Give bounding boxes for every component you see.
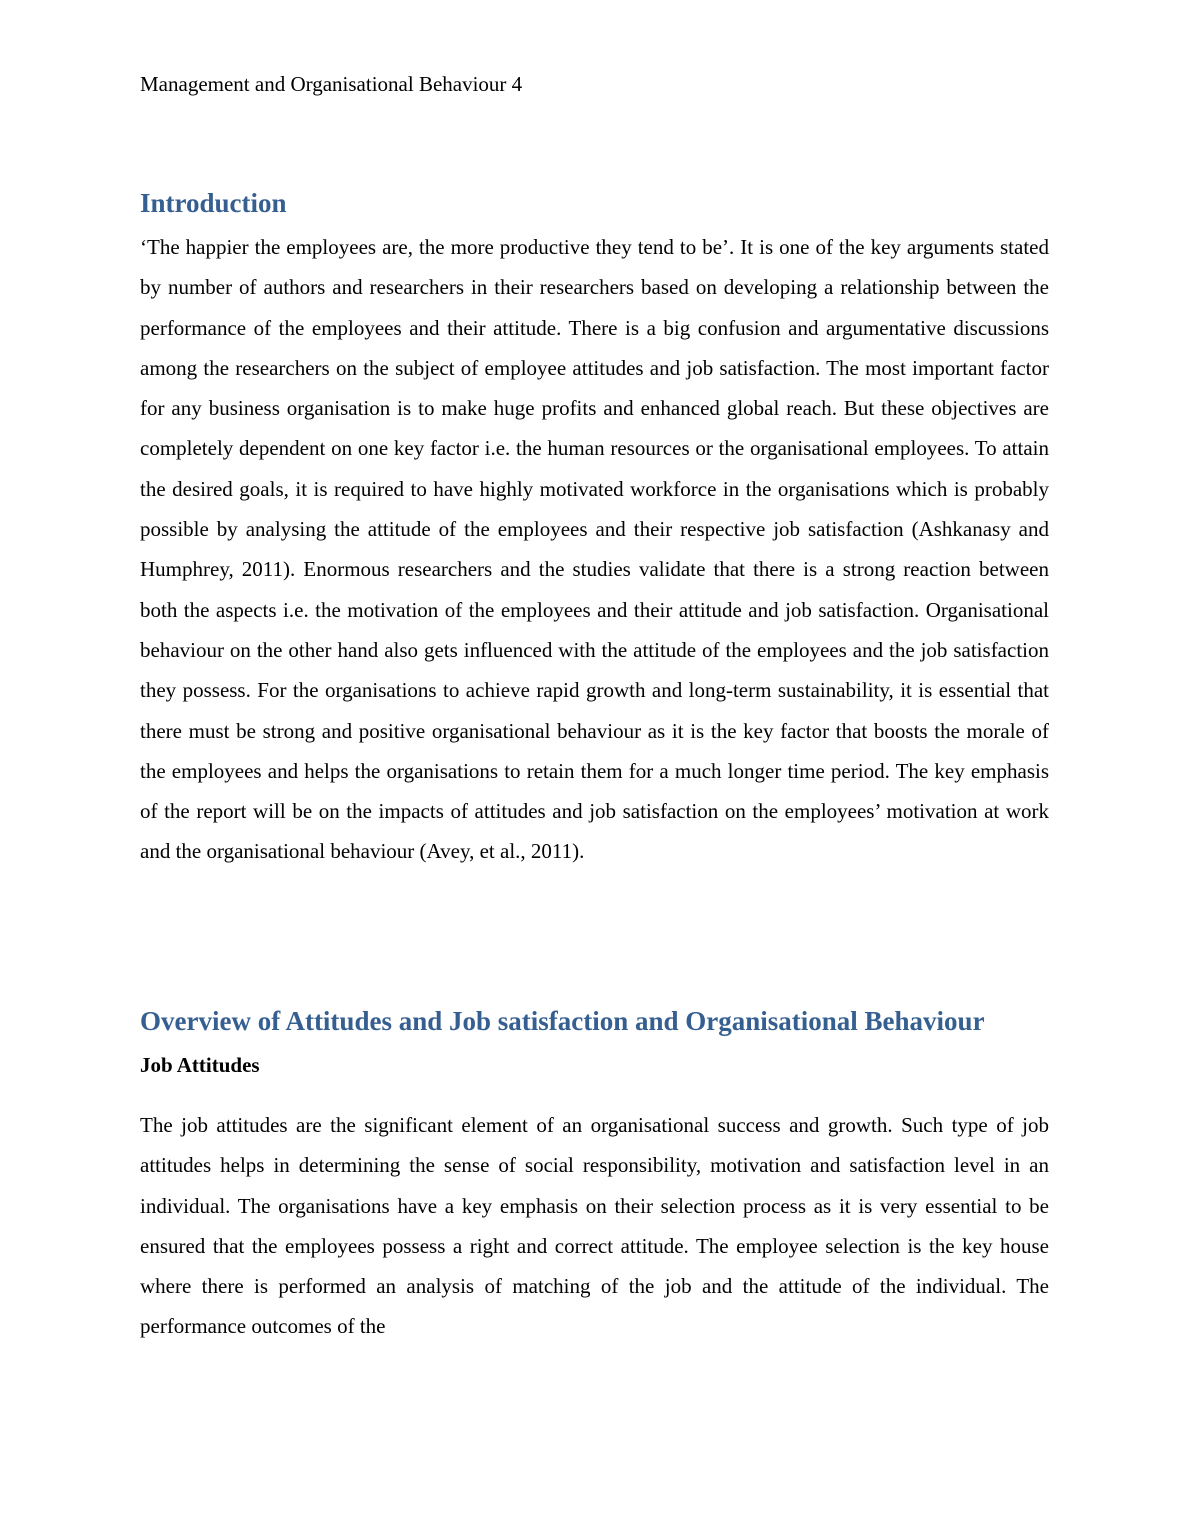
job-attitudes-paragraph: The job attitudes are the significant element of an organisational success and growth. Such type of job attitudes helps in determining the sense of social responsibility, motivation and satisfaction level in an individual. The organisations have a key emphasis on their selection process as it is very essential to be ensured that the employees possess a right and correct attitude. The employee selection is the key house where there is performed an analysis of matching of the job and the attitude of the individual. The performance outcomes of the: [140, 1113, 1049, 1339]
introduction-heading: Introduction: [140, 188, 287, 218]
running-header: Management and Organisational Behaviour 4: [140, 72, 523, 96]
introduction-paragraph: ‘The happier the employees are, the more productive they tend to be’. It is one of the key arguments stated by number of authors and researchers in their researchers based on developing a relationship between the performance of the employees and their attitude. There is a big confusion and argumentative discussions among the researchers on the subject of employee attitudes and job satisfaction. The most important factor for any business organisation is to make huge profits and enhanced global reach. But these objectives are completely dependent on one key factor i.e. the human resources or the organisational employees. To attain the desired goals, it is required to have highly motivated workforce in the organisations which is probably possible by analysing the attitude of the employees and their respective job satisfaction (Ashkanasy and Humphrey, 2011). Enormous researchers and the studies validate that there is a strong reaction between both the aspects i.e. the motivation of the employees and their attitude and job satisfaction. Organisational behaviour on the other hand also gets influenced with the attitude of the employees and the job satisfaction they possess. For the organisations to achieve rapid growth and long-term sustainability, it is essential that there must be strong and positive organisational behaviour as it is the key factor that boosts the morale of the employees and helps the organisations to retain them for a much longer time period. The key emphasis of the report will be on the impacts of attitudes and job satisfaction on the employees’ motivation at work and the organisational behaviour (Avey, et al., 2011).: [140, 235, 1049, 864]
job-attitudes-subheading: Job Attitudes: [140, 1053, 260, 1077]
overview-heading: Overview of Attitudes and Job satisfaction and Organisational Behaviour: [140, 1006, 985, 1036]
